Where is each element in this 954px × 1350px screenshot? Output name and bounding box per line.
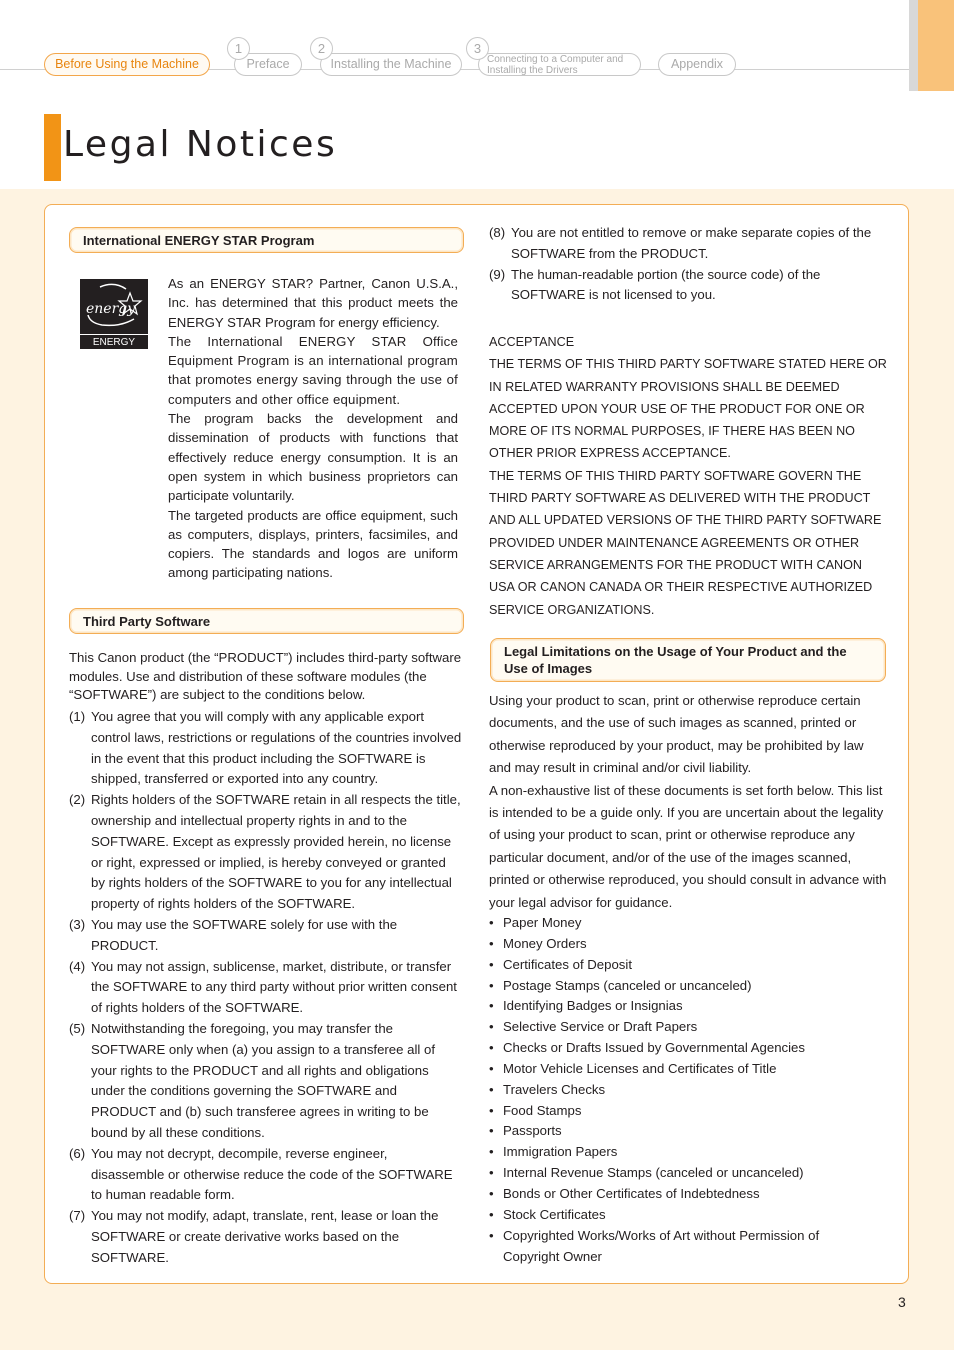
acceptance-paragraph: THE TERMS OF THIS THIRD PARTY SOFTWARE STATED HERE OR IN RELATED WARRANTY PROVISIONS SHALL BE DEEMED ACCEPTED UPON YOUR USE OF THE PRODUCT FOR ONE OR MORE OF ITS NORMAL PURPOSES, IF THERE HAS BEEN NO OTHER PRIOR EXPRESS ACCEPTANCE. bbox=[489, 357, 887, 461]
legal-limitations-text bbox=[489, 690, 887, 914]
energy-star-heading: International ENERGY STAR Program bbox=[69, 227, 464, 253]
list-item: • Certificates of Deposit bbox=[489, 955, 869, 976]
list-item: • Food Stamps bbox=[489, 1101, 869, 1122]
list-item: (4) You may not assign, sublicense, market, distribute, or transfer the SOFTWARE to any third party without prior written consent of rights holders of the SOFTWARE. bbox=[69, 958, 457, 1016]
list-item: (6) You may not decrypt, decompile, reverse engineer, disassemble or otherwise reduce the code of the SOFTWARE to human readable form. bbox=[69, 1145, 453, 1203]
title-accent-bar bbox=[44, 114, 61, 181]
list-item: (1) You agree that you will comply with any applicable export control laws, restrictions or regulations of the countries involved in the event that this product including the SOFTWARE is shipped, transferred or exported into any country. bbox=[69, 709, 462, 787]
list-item: • Selective Service or Draft Papers bbox=[489, 1017, 869, 1038]
list-item: • Postage Stamps (canceled or uncanceled) bbox=[489, 976, 869, 997]
energy-star-paragraph: The targeted products are office equipment, such as computers, displays, printers, facsimiles, and copiers. The standards and logos are uniform among participating nations. bbox=[168, 507, 458, 581]
tab-installing[interactable]: Installing the Machine bbox=[320, 53, 462, 76]
energy-star-logo bbox=[80, 279, 148, 363]
list-item: • Bonds or Other Certificates of Indebtedness bbox=[489, 1184, 869, 1205]
tab-connecting[interactable]: Connecting to a Computer and Installing the Drivers bbox=[478, 53, 641, 76]
third-party-heading: Third Party Software bbox=[69, 608, 464, 634]
energy-star-paragraph: The International ENERGY STAR Office Equipment Program is an international program that promotes energy saving through the use of computers and other office equipment. bbox=[168, 333, 458, 407]
tab-preface[interactable]: Preface bbox=[234, 53, 302, 76]
svg-text:energy: energy bbox=[86, 301, 136, 317]
tab-connecting-number: 3 bbox=[466, 37, 489, 60]
energy-star-paragraph: The program backs the development and dissemination of products with functions that effectively reduce energy consumption. It is an open system in which business proprietors can participate voluntarily. bbox=[168, 411, 458, 504]
list-item: • Copyrighted Works/Works of Art without Permission of Copyright Owner bbox=[489, 1226, 869, 1268]
corner-stripe-orange bbox=[918, 0, 954, 91]
tab-before-using[interactable]: Before Using the Machine bbox=[44, 53, 210, 76]
corner-stripe-grey bbox=[909, 0, 918, 91]
list-item: • Immigration Papers bbox=[489, 1142, 869, 1163]
list-item: • Paper Money bbox=[489, 913, 869, 934]
energy-star-text bbox=[168, 274, 458, 583]
legal-paragraph: Using your product to scan, print or otherwise reproduce certain documents, and the use of such images as scanned, printed or otherwise reproduced by your product, may be prohibited by law and may result in criminal and/or civil liability. bbox=[489, 693, 864, 776]
third-party-conditions-right bbox=[489, 223, 885, 306]
page-number: 3 bbox=[898, 1294, 906, 1310]
acceptance-paragraph: THE TERMS OF THIS THIRD PARTY SOFTWARE GOVERN THE THIRD PARTY SOFTWARE AS DELIVERED WITH THE PRODUCT AND ALL UPDATED VERSIONS OF THE THIRD PARTY SOFTWARE PROVIDED UNDER MAINTENANCE AGREEMENTS OR OTHER SERVICE ARRANGEMENTS FOR THE PRODUCT WITH CANON USA OR CANON CANADA OR THEIR RESPECTIVE AUTHORIZED SERVICE ORGANIZATIONS. bbox=[489, 468, 882, 617]
list-item: (9) The human-readable portion (the source code) of the SOFTWARE is not licensed to you. bbox=[489, 266, 821, 303]
list-item: (3) You may use the SOFTWARE solely for use with the PRODUCT. bbox=[69, 916, 398, 953]
energy-star-logo-label: ENERGY STAR bbox=[80, 334, 148, 349]
list-item: (7) You may not modify, adapt, translate, rent, lease or loan the SOFTWARE or create derivative works based on the SOFTWARE. bbox=[69, 1208, 439, 1265]
third-party-conditions-left bbox=[69, 707, 463, 1269]
list-item: • Identifying Badges or Insignias bbox=[489, 996, 869, 1017]
tab-appendix[interactable]: Appendix bbox=[658, 53, 736, 76]
list-item: (8) You are not entitled to remove or make separate copies of the SOFTWARE from the PRODUCT. bbox=[489, 225, 872, 261]
page-title: Legal Notices bbox=[63, 124, 338, 165]
energy-star-icon bbox=[80, 279, 148, 334]
tab-installing-number: 2 bbox=[310, 37, 333, 60]
prohibited-documents-list bbox=[489, 913, 869, 1267]
list-item: (2) Rights holders of the SOFTWARE retain in all respects the title, ownership and intellectual property rights in and to the SOFTWARE. Except as expressly provided herein, no license or right, expressed or implied, is hereby conveyed or granted by rights holders of the SOFTWARE to you for any intellectual property of rights holders of the SOFTWARE. bbox=[69, 792, 461, 912]
acceptance-heading: ACCEPTANCE bbox=[489, 335, 575, 349]
legal-limitations-heading: Legal Limitations on the Usage of Your Product and the Use of Images bbox=[490, 638, 886, 682]
list-item: • Travelers Checks bbox=[489, 1080, 869, 1101]
list-item: • Internal Revenue Stamps (canceled or uncanceled) bbox=[489, 1163, 869, 1184]
list-item: • Passports bbox=[489, 1121, 869, 1142]
list-item: • Motor Vehicle Licenses and Certificates of Title bbox=[489, 1059, 869, 1080]
legal-paragraph: A non-exhaustive list of these documents is set forth below. This list is intended to be a guide only. If you are uncertain about the legality of using your product to scan, print or otherwise reproduce any particular document, and/or of the use of the images scanned, printed or otherwise reproduced, you should consult in advance with your legal advisor for guidance. bbox=[489, 782, 887, 910]
energy-star-paragraph: As an ENERGY STAR? Partner, Canon U.S.A., Inc. has determined that this product meets the ENERGY STAR Program for energy efficiency. bbox=[168, 276, 458, 330]
list-item: • Checks or Drafts Issued by Governmental Agencies bbox=[489, 1038, 869, 1059]
list-item: (5) Notwithstanding the foregoing, you may transfer the SOFTWARE only when (a) you assign to a transferee all of your rights to the PRODUCT and all rights and obligations under the conditions governing the SOFTWARE and PRODUCT and (b) such transferee agrees in writing to be bound by all these conditions. bbox=[69, 1020, 435, 1140]
tab-preface-number: 1 bbox=[227, 37, 250, 60]
list-item: • Money Orders bbox=[489, 934, 869, 955]
acceptance-block bbox=[489, 331, 887, 621]
list-item: • Stock Certificates bbox=[489, 1205, 869, 1226]
third-party-intro: This Canon product (the “PRODUCT”) includes third-party software modules. Use and distribution of these software modules (the “SOFTWARE”) are subject to the conditions below. bbox=[69, 650, 462, 703]
